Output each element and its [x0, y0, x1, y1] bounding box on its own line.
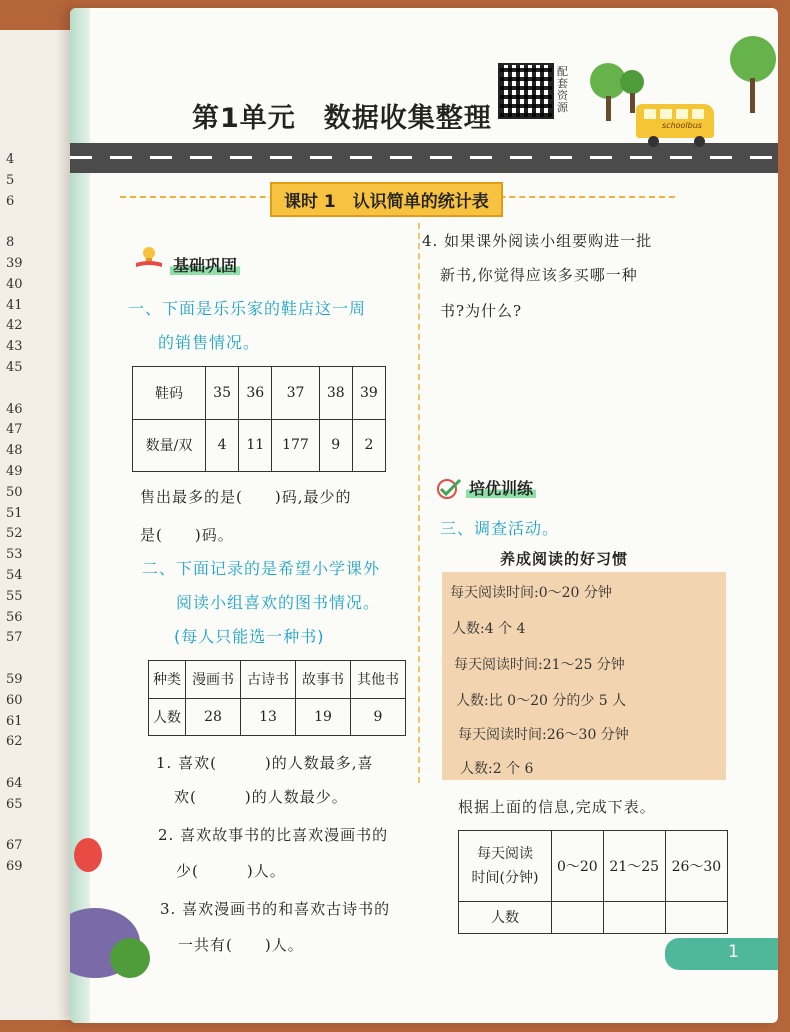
table-cell: 37 [272, 367, 319, 420]
table-cell: 4 [206, 419, 239, 472]
table-cell: 38 [319, 367, 352, 420]
survey-line: 每天阅读时间:26～30 分钟 [458, 727, 629, 743]
table-cell: 177 [272, 419, 319, 472]
toc-page-number: 52 [6, 526, 23, 542]
answer-cell[interactable] [603, 901, 665, 933]
item-4-line-1: 4. 如果课外阅读小组要购进一批 [422, 232, 653, 250]
table-cell: 漫画书 [186, 661, 241, 699]
tree-trunk [630, 93, 635, 113]
table-instruction: 根据上面的信息,完成下表。 [458, 798, 656, 816]
toc-page-number: 55 [6, 588, 23, 604]
item-4-line-3: 书?为什么? [440, 302, 523, 320]
table-row [133, 367, 386, 420]
tree-icon [730, 36, 776, 82]
table-cell: 13 [241, 698, 296, 736]
table-row [149, 698, 406, 736]
table-row [133, 419, 386, 472]
answer-cell[interactable] [665, 901, 727, 933]
road-dash-line [70, 156, 778, 159]
survey-line: 人数:比 0～20 分的少 5 人 [456, 693, 627, 709]
header-line: 时间(分钟) [471, 869, 539, 886]
toc-page-number: 49 [6, 463, 23, 479]
workbook-page [70, 8, 778, 1023]
toc-page-number [6, 649, 23, 670]
item-3-line-2: 一共有( )人。 [178, 936, 304, 954]
table-cell: 35 [206, 367, 239, 420]
toc-page-number: 62 [6, 734, 23, 750]
question-1-line-2: 的销售情况。 [158, 333, 261, 352]
table-header-cell [459, 831, 552, 902]
item-2-line-2: 少( )人。 [176, 862, 286, 880]
table-header-cell: 26～30 [665, 831, 727, 902]
toc-page-number: 56 [6, 609, 23, 625]
toc-page-number [6, 379, 23, 400]
toc-page-number: 50 [6, 484, 23, 500]
unit-title: 第1单元 数据收集整理 [192, 103, 492, 134]
survey-line: 每天阅读时间:0～20 分钟 [450, 585, 612, 601]
question-3-title: 三、调查活动。 [440, 519, 560, 538]
table-cell: 36 [239, 367, 272, 420]
toc-page-number: 8 [6, 235, 15, 251]
question-2-note: (每人只能选一种书) [174, 627, 325, 646]
toc-page-number: 54 [6, 567, 23, 583]
toc-page-number: 61 [6, 713, 23, 729]
page-number-tab [665, 938, 778, 970]
lightbulb-book-icon [134, 245, 164, 269]
table-row-label: 鞋码 [133, 367, 206, 420]
toc-page-number: 40 [6, 276, 23, 292]
tree-icon [620, 70, 644, 94]
item-1-line-1: 1. 喜欢( )的人数最多,喜 [156, 754, 374, 772]
school-bus-icon [636, 104, 714, 138]
survey-line: 每天阅读时间:21～25 分钟 [454, 657, 625, 673]
table-row-label: 人数 [459, 901, 552, 933]
item-3-line-1: 3. 喜欢漫画书的和喜欢古诗书的 [160, 900, 391, 918]
table-cell: 9 [351, 698, 406, 736]
page-number: 1 [728, 942, 739, 962]
question-2-line-2: 阅读小组喜欢的图书情况。 [176, 593, 381, 612]
reading-time-table [458, 830, 728, 934]
table-cell: 其他书 [351, 661, 406, 699]
lesson-title: 课时 1 认识简单的统计表 [270, 182, 503, 217]
toc-page-number: 51 [6, 505, 23, 521]
survey-line: 人数:4 个 4 [452, 621, 526, 637]
section-title-advanced: 培优训练 [466, 476, 536, 499]
table-row [459, 831, 728, 902]
toc-page-number: 69 [6, 859, 23, 875]
answer-cell[interactable] [552, 901, 604, 933]
toc-page-number: 48 [6, 443, 23, 459]
tree-trunk [606, 96, 611, 121]
table-cell: 11 [239, 419, 272, 472]
table-cell: 2 [352, 419, 385, 472]
toc-page-number [6, 753, 23, 774]
table-cell: 39 [352, 367, 385, 420]
item-2-line-1: 2. 喜欢故事书的比喜欢漫画书的 [158, 826, 389, 844]
toc-page-number: 45 [6, 359, 23, 375]
checkmark-icon [436, 478, 462, 500]
bush-decoration [110, 938, 150, 978]
column-divider [418, 223, 420, 783]
toc-page-number: 64 [6, 775, 23, 791]
bus-wheel [694, 136, 705, 147]
table-header-cell: 0～20 [552, 831, 604, 902]
toc-page-number: 43 [6, 339, 23, 355]
qr-label: 配套资源 [557, 65, 568, 114]
shoe-sales-table [132, 366, 386, 472]
toc-page-number: 41 [6, 297, 23, 313]
toc-page-number: 67 [6, 838, 23, 854]
bus-wheel [648, 136, 659, 147]
table-row-label: 人数 [149, 698, 186, 736]
table-row-label: 种类 [149, 661, 186, 699]
table-cell: 故事书 [296, 661, 351, 699]
toc-page-number: 47 [6, 422, 23, 438]
toc-page-number: 39 [6, 255, 23, 271]
toc-numbers [6, 150, 23, 878]
table-row [459, 901, 728, 933]
toc-page-number: 53 [6, 547, 23, 563]
toc-page-number [6, 212, 23, 233]
table-cell: 9 [319, 419, 352, 472]
table-cell: 19 [296, 698, 351, 736]
qr-code-icon[interactable] [498, 63, 554, 119]
header-line: 每天阅读 [477, 845, 533, 862]
table-row-label: 数量/双 [133, 419, 206, 472]
question-2-line-1: 二、下面记录的是希望小学课外 [142, 559, 381, 578]
table-header-cell: 21～25 [603, 831, 665, 902]
bus-label: schoolbus [662, 121, 702, 130]
question-1-answer-line-1: 售出最多的是( )码,最少的 [140, 488, 352, 506]
toc-page-number: 57 [6, 630, 23, 646]
item-4-line-2: 新书,你觉得应该多买哪一种 [440, 266, 638, 284]
table-row [149, 661, 406, 699]
table-cell: 古诗书 [241, 661, 296, 699]
toc-page-number: 6 [6, 193, 15, 209]
balloon-icon [74, 838, 102, 872]
toc-page-number [6, 816, 23, 837]
toc-page-number: 60 [6, 692, 23, 708]
toc-page-number: 46 [6, 401, 23, 417]
tree-trunk [750, 78, 755, 113]
toc-page-number: 5 [6, 172, 15, 188]
toc-page-number: 4 [6, 152, 15, 167]
survey-note-card [442, 572, 726, 780]
question-1-line-1: 一、下面是乐乐家的鞋店这一周 [128, 299, 367, 318]
book-preference-table [148, 660, 406, 736]
toc-page-number: 59 [6, 671, 23, 687]
survey-line: 人数:2 个 6 [460, 761, 534, 777]
toc-page-number: 42 [6, 318, 23, 334]
question-1-answer-line-2: 是( )码。 [140, 526, 234, 544]
item-1-line-2: 欢( )的人数最少。 [174, 788, 348, 806]
section-title-basic: 基础巩固 [170, 253, 240, 276]
toc-page-number: 65 [6, 796, 23, 812]
survey-title: 养成阅读的好习惯 [500, 550, 629, 568]
table-cell: 28 [186, 698, 241, 736]
